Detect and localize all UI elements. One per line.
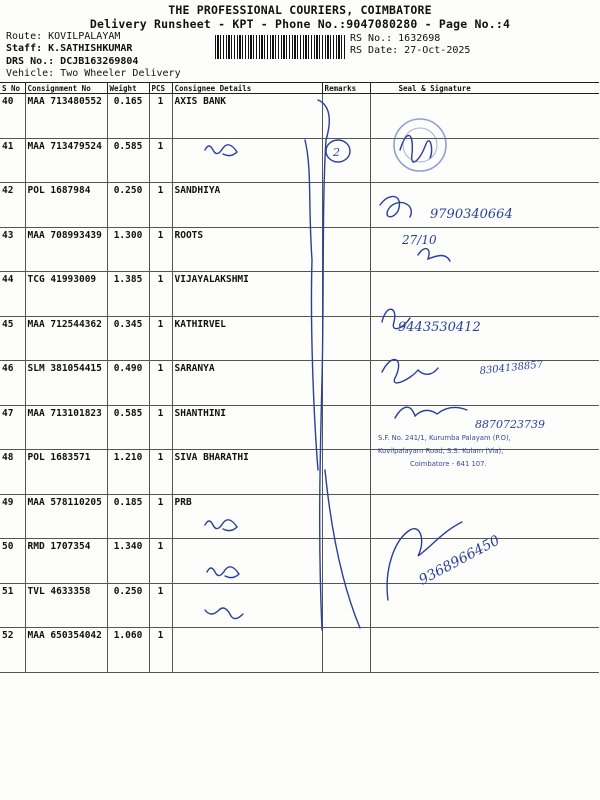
company-title: THE PROFESSIONAL COURIERS, COIMBATORE <box>168 3 432 17</box>
row-consignee: PRB <box>172 494 322 539</box>
row-pcs: 1 <box>149 405 172 450</box>
row-pcs: 1 <box>149 227 172 272</box>
row-weight: 1.300 <box>107 227 149 272</box>
handwritten-phone: 8870723739 <box>475 418 545 431</box>
signature <box>418 249 450 261</box>
row-pcs: 1 <box>149 272 172 317</box>
row-pcs: 1 <box>149 539 172 584</box>
handwritten-phone: 8304138857 <box>479 359 544 377</box>
col-consignee: Consignee Details <box>172 83 322 94</box>
row-consignee: KATHIRVEL <box>172 316 322 361</box>
runsheet-title: Delivery Runsheet - KPT - Phone No.:9047080280 - Page No.:4 <box>89 17 511 31</box>
ink-stroke <box>205 608 243 619</box>
col-seal: Seal & Signature <box>370 83 599 94</box>
handwritten-date: 27/10 <box>402 233 437 247</box>
col-remarks: Remarks <box>322 83 370 94</box>
row-sno: 48 <box>0 450 25 495</box>
row-sno: 40 <box>0 94 25 139</box>
row-weight: 1.340 <box>107 539 149 584</box>
row-consignee: ROOTS <box>172 227 322 272</box>
row-pcs: 1 <box>149 183 172 228</box>
row-consignee: VIJAYALAKSHMI <box>172 272 322 317</box>
row-sno: 42 <box>0 183 25 228</box>
row-sno: 44 <box>0 272 25 317</box>
row-sno: 41 <box>0 138 25 183</box>
stamp-line-1: S.F. No. 241/1, Kurumba Palayam (P.O), <box>378 434 511 442</box>
vehicle-label: Vehicle: Two Wheeler Delivery <box>6 68 181 79</box>
row-weight: 1.210 <box>107 450 149 495</box>
row-weight: 0.250 <box>107 583 149 628</box>
ink-stroke <box>207 567 239 578</box>
row-weight: 0.585 <box>107 405 149 450</box>
row-consignment: TCG 41993009 <box>25 272 107 317</box>
handwritten-phone: 9443530412 <box>398 320 481 335</box>
handwritten-phone: 9368966450 <box>416 532 503 589</box>
row-sno: 52 <box>0 628 25 673</box>
row-pcs: 1 <box>149 94 172 139</box>
rs-number: RS No.: 1632698 <box>350 33 441 44</box>
row-weight: 0.585 <box>107 138 149 183</box>
handwritten-phone: 9790340664 <box>430 207 513 222</box>
stamp-line-2: Kovilpalayam Road, S.S. Kulam (Via), <box>378 447 504 455</box>
row-weight: 0.185 <box>107 494 149 539</box>
row-sno: 46 <box>0 361 25 406</box>
staff-label: Staff: K.SATHISHKUMAR <box>6 43 133 54</box>
drs-number: DRS No.: DCJB163269804 <box>6 56 139 67</box>
remark-mark: 2 <box>333 146 340 159</box>
col-sno: S No <box>0 83 25 94</box>
col-weight: Weight <box>107 83 149 94</box>
row-consignment: TVL 4633358 <box>25 583 107 628</box>
row-consignee: SANDHIYA <box>172 183 322 228</box>
row-sno: 51 <box>0 583 25 628</box>
row-consignee: SARANYA <box>172 361 322 406</box>
signature <box>382 360 438 383</box>
ink-stroke <box>205 145 237 156</box>
stamp-line-3: Coimbatore - 641 107. <box>410 460 487 468</box>
row-pcs: 1 <box>149 628 172 673</box>
row-pcs: 1 <box>149 583 172 628</box>
row-consignee: SIVA BHARATHI <box>172 450 322 495</box>
row-weight: 1.060 <box>107 628 149 673</box>
row-consignment: POL 1683571 <box>25 450 107 495</box>
row-weight: 0.345 <box>107 316 149 361</box>
row-weight: 1.385 <box>107 272 149 317</box>
row-sno: 45 <box>0 316 25 361</box>
route-label: Route: KOVILPALAYAM <box>6 31 121 42</box>
ink-stroke <box>205 520 237 531</box>
col-pcs: PCS <box>149 83 172 94</box>
row-consignment: MAA 712544362 <box>25 316 107 361</box>
row-sno: 49 <box>0 494 25 539</box>
row-weight: 0.165 <box>107 94 149 139</box>
ink-stroke <box>305 140 318 470</box>
row-consignment: SLM 381054415 <box>25 361 107 406</box>
row-sno: 43 <box>0 227 25 272</box>
row-consignment: MAA 578110205 <box>25 494 107 539</box>
row-consignment: MAA 708993439 <box>25 227 107 272</box>
signature <box>380 196 411 217</box>
row-sno: 50 <box>0 539 25 584</box>
row-weight: 0.490 <box>107 361 149 406</box>
row-pcs: 1 <box>149 494 172 539</box>
row-pcs: 1 <box>149 361 172 406</box>
row-consignment: MAA 650354042 <box>25 628 107 673</box>
row-consignee: AXIS BANK <box>172 94 322 139</box>
row-pcs: 1 <box>149 316 172 361</box>
ink-stroke <box>325 470 360 628</box>
row-consignment: POL 1687984 <box>25 183 107 228</box>
address-stamp <box>378 434 511 468</box>
ink-stroke <box>318 100 329 630</box>
row-consignment: MAA 713480552 <box>25 94 107 139</box>
row-sno: 47 <box>0 405 25 450</box>
row-consignee: SHANTHINI <box>172 405 322 450</box>
rs-date: RS Date: 27-Oct-2025 <box>350 45 471 56</box>
row-consignment: MAA 713101823 <box>25 405 107 450</box>
row-pcs: 1 <box>149 138 172 183</box>
row-weight: 0.250 <box>107 183 149 228</box>
signature <box>395 407 467 418</box>
signature <box>400 135 432 162</box>
row-pcs: 1 <box>149 450 172 495</box>
col-consignment: Consignment No <box>25 83 107 94</box>
row-consignment: MAA 713479524 <box>25 138 107 183</box>
row-consignment: RMD 1707354 <box>25 539 107 584</box>
